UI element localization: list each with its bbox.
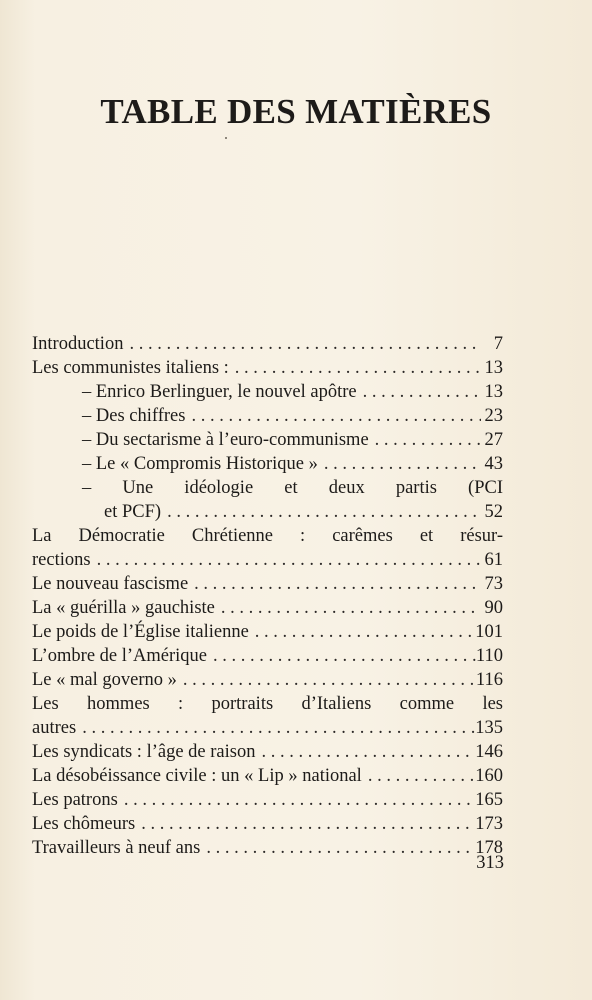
toc-entry-page: 73: [484, 574, 503, 594]
toc-entry-title: La « guérilla » gauchiste: [32, 598, 215, 618]
toc-entry-page: 165: [475, 790, 503, 810]
dot-leader: [255, 740, 475, 764]
toc-entry-title: Les hommes : portraits d’Italiens comme les: [32, 694, 503, 714]
toc-entry: [32, 476, 503, 500]
toc-entry: [32, 572, 503, 596]
dot-leader: [200, 836, 475, 860]
toc-entry-title: autres: [32, 718, 77, 738]
toc-entry-title: – Des chiffres: [82, 406, 186, 426]
dot-leader: [135, 812, 475, 836]
toc-entry: [32, 740, 503, 764]
toc-entry-page: 13: [484, 382, 503, 402]
toc-entry: [32, 596, 503, 620]
toc-entry-page: 61: [484, 550, 503, 570]
dot-leader: [369, 428, 481, 452]
toc-entry-title: Introduction: [32, 334, 124, 354]
toc-entry-title: La désobéissance civile : un « Lip » national: [32, 766, 362, 786]
toc-entry: [32, 548, 503, 572]
toc-entry-page: 27: [484, 430, 503, 450]
toc-entry: [32, 668, 503, 692]
toc-entry: [32, 452, 503, 476]
toc-entry: [32, 764, 503, 788]
dot-leader: [118, 788, 475, 812]
dot-leader: [318, 452, 481, 476]
toc-entry-title: La Démocratie Chrétienne : carêmes et résur-: [32, 526, 503, 546]
dot-leader: [215, 596, 481, 620]
toc-entry: [32, 836, 503, 860]
toc-entry: [32, 644, 503, 668]
toc-entry-title: Le « mal governo »: [32, 670, 177, 690]
toc-entry-title: et PCF): [104, 502, 162, 522]
dot-leader: [362, 764, 475, 788]
dot-leader: [207, 644, 476, 668]
dot-leader: [91, 548, 481, 572]
table-of-contents: [32, 332, 503, 860]
toc-entry-page: 7: [493, 334, 503, 354]
toc-entry: [32, 716, 503, 740]
toc-entry-title: Travailleurs à neuf ans: [32, 838, 201, 858]
ink-speck: [225, 137, 227, 139]
dot-leader: [188, 572, 481, 596]
toc-entry-page: 146: [475, 742, 503, 762]
dot-leader: [161, 500, 481, 524]
dot-leader: [76, 716, 475, 740]
toc-entry-title: rections: [32, 550, 91, 570]
toc-entry: [32, 692, 503, 716]
toc-entry-title: Les syndicats : l’âge de raison: [32, 742, 256, 762]
toc-entry: [32, 620, 503, 644]
toc-entry-title: – Le « Compromis Historique »: [82, 454, 318, 474]
toc-entry-page: 110: [475, 646, 503, 666]
toc-entry-page: 90: [484, 598, 503, 618]
toc-entry-page: 116: [475, 670, 503, 690]
dot-leader: [123, 332, 481, 356]
toc-entry-title: Le nouveau fascisme: [32, 574, 189, 594]
toc-entry: [32, 356, 503, 380]
dot-leader: [249, 620, 475, 644]
dot-leader: [177, 668, 476, 692]
toc-entry-page: 13: [484, 358, 503, 378]
toc-entry: [32, 380, 503, 404]
toc-entry-title: Les patrons: [32, 790, 118, 810]
toc-entry-page: 178: [475, 838, 503, 858]
dot-leader: [185, 404, 481, 428]
toc-entry-page: 101: [475, 622, 503, 642]
toc-entry-title: Le poids de l’Église italienne: [32, 622, 249, 642]
toc-entry-title: – Enrico Berlinguer, le nouvel apôtre: [82, 382, 357, 402]
toc-entry-page: 135: [475, 718, 503, 738]
toc-entry: [32, 332, 503, 356]
toc-entry-title: – Du sectarisme à l’euro-communisme: [82, 430, 369, 450]
page-number: 313: [476, 853, 504, 873]
dot-leader: [229, 356, 481, 380]
toc-entry-title: Les communistes italiens :: [32, 358, 229, 378]
toc-entry: [32, 404, 503, 428]
toc-entry-page: 43: [484, 454, 503, 474]
toc-entry-page: 52: [484, 502, 503, 522]
dot-leader: [357, 380, 481, 404]
toc-entry-title: Les chômeurs: [32, 814, 136, 834]
toc-entry: [32, 428, 503, 452]
toc-entry-page: 173: [475, 814, 503, 834]
toc-entry-page: 23: [484, 406, 503, 426]
page-title: TABLE DES MATIÈRES: [100, 92, 492, 131]
toc-entry: [32, 500, 503, 524]
toc-entry: [32, 788, 503, 812]
toc-entry: [32, 524, 503, 548]
toc-entry-title: – Une idéologie et deux partis (PCI: [82, 478, 503, 498]
toc-entry-page: 160: [475, 766, 503, 786]
toc-entry: [32, 812, 503, 836]
toc-entry-title: L’ombre de l’Amérique: [32, 646, 208, 666]
